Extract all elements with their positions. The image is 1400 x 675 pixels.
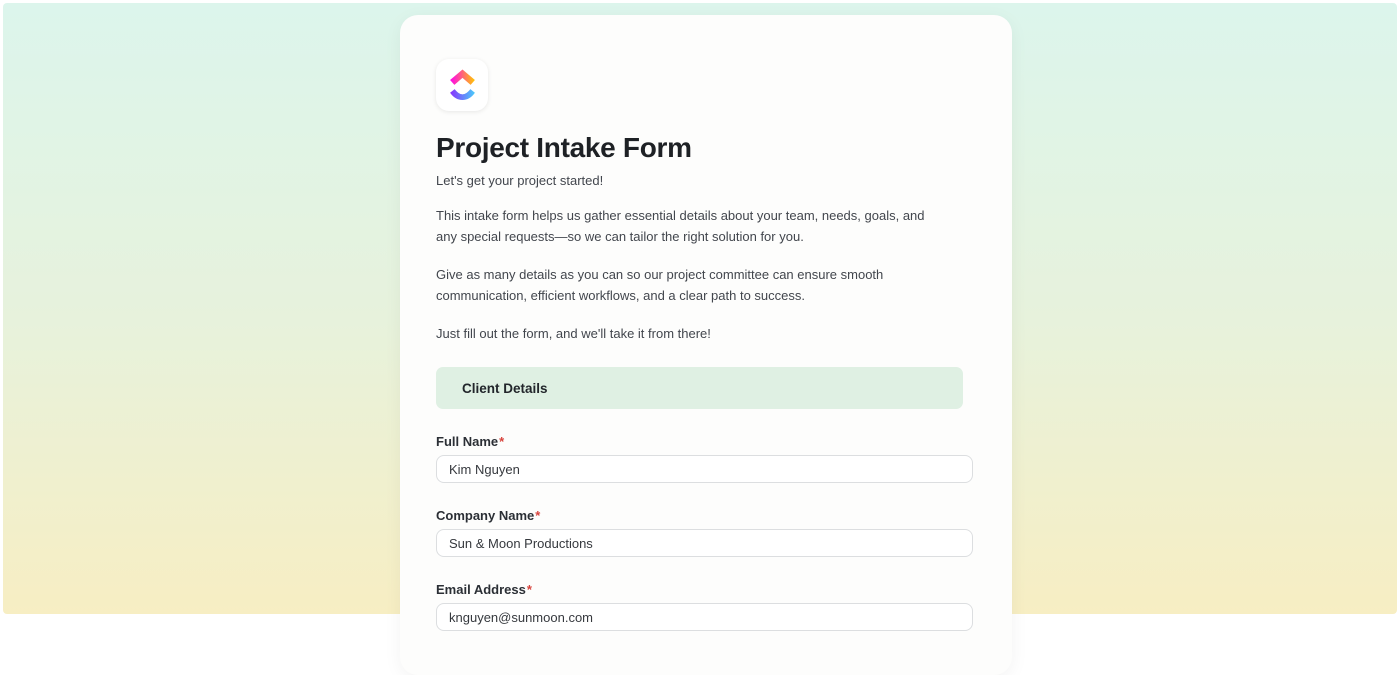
section-header-label: Client Details [462,381,548,396]
full-name-label: Full Name* [436,434,973,449]
field-company-name [436,508,973,557]
clickup-icon [449,69,476,101]
section-header-client-details [436,367,963,409]
full-name-input[interactable] [436,455,973,483]
page-title: Project Intake Form [436,132,973,164]
required-asterisk: * [535,508,540,523]
company-name-input[interactable] [436,529,973,557]
form-card [400,15,1012,675]
form-subtitle: Let's get your project started! [436,173,973,188]
email-address-input[interactable] [436,603,973,631]
page-background [3,3,1397,614]
email-address-label: Email Address* [436,582,973,597]
company-name-label: Company Name* [436,508,973,523]
field-email-address [436,582,973,631]
required-asterisk: * [499,434,504,449]
intro-paragraph-1: This intake form helps us gather essential details about your team, needs, goals, and any special requests—so we can tailor the right solution for you. [436,205,948,247]
intro-paragraph-3: Just fill out the form, and we'll take it from there! [436,323,948,344]
intro-paragraph-2: Give as many details as you can so our project committee can ensure smooth communication, efficient workflows, and a clear path to success. [436,264,948,306]
required-asterisk: * [527,582,532,597]
clickup-logo [436,59,488,111]
field-full-name [436,434,973,483]
